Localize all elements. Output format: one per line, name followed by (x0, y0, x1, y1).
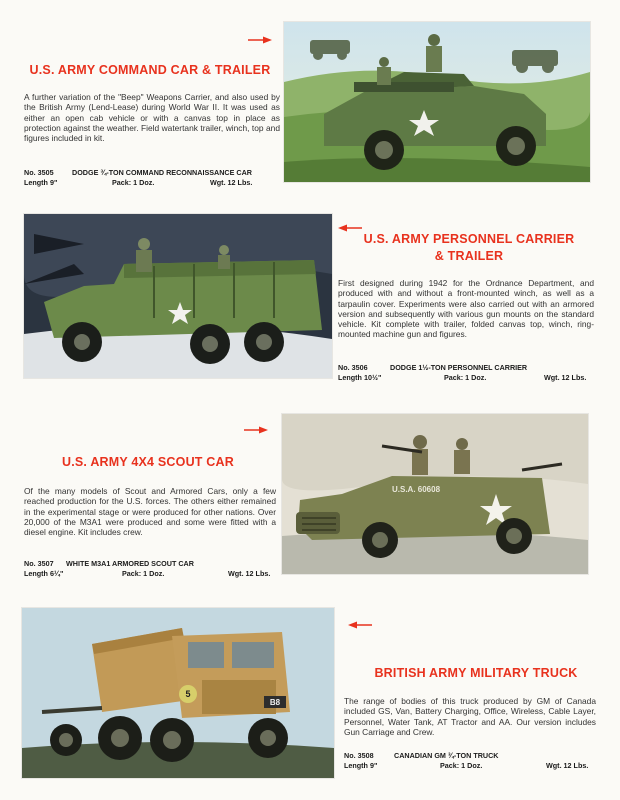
product-weight: Wgt. 12 Lbs. (544, 372, 587, 382)
product-pack: Pack: 1 Doz. (112, 177, 155, 187)
product-name: CANADIAN GM ¾-TON TRUCK (394, 751, 499, 760)
personnel-carrier-illustration (24, 214, 332, 378)
hood-serial-text: U.S.A. 60608 (392, 485, 441, 494)
product-number: No. 3506 (338, 363, 368, 372)
product-name: DODGE ¾-TON COMMAND RECONNAISSANCE CAR (72, 168, 252, 177)
product-spec (24, 168, 284, 187)
product-spec (338, 363, 602, 382)
military-truck-illustration (22, 608, 334, 778)
product-weight: Wgt. 12 Lbs. (546, 760, 589, 770)
product-section-3506 (0, 200, 620, 400)
product-name: DODGE 1½-TON PERSONNEL CARRIER (390, 363, 528, 372)
product-title-line1: U.S. ARMY PERSONNEL CARRIER (363, 232, 575, 246)
product-number: No. 3507 (24, 559, 54, 568)
product-title: U.S. ARMY COMMAND CAR & TRAILER (29, 63, 271, 77)
scout-car-illustration (282, 414, 588, 574)
product-description: Of the many models of Scout and Armored Cars, only a few reached production for the U.S. forces. The others either remained in the experimental stage or were produced for other nations. Over 20,000 of the M3A1 were produced and some were fitted with a diesel engine. Kit includes crew. (24, 486, 276, 538)
product-pack: Pack: 1 Doz. (444, 372, 487, 382)
product-title (340, 231, 598, 265)
product-description: The range of bodies of this truck produced by GM of Canada included GS, Van, Battery Charging, Office, Wireless, Cable Layer, Personnel, Water Tank, AT Tractor and AA. Our version includes Gun Carriage and Crew. (344, 696, 596, 737)
product-length: Length 10½" (338, 372, 382, 382)
product-section-3508 (0, 600, 620, 800)
plate-text: B8 (269, 698, 281, 707)
product-length: Length 9" (344, 760, 378, 770)
red-arrow-icon (244, 426, 268, 434)
product-weight: Wgt. 12 Lbs. (210, 177, 253, 187)
product-spec (344, 751, 608, 770)
unit-disc-text: 5 (185, 689, 191, 699)
product-title: BRITISH ARMY MILITARY TRUCK (374, 666, 578, 680)
red-arrow-icon (248, 36, 272, 44)
product-name: WHITE M3A1 ARMORED SCOUT CAR (66, 559, 194, 568)
product-weight: Wgt. 12 Lbs. (228, 568, 271, 578)
product-number: No. 3505 (24, 168, 54, 177)
product-section-3507 (0, 400, 620, 600)
product-number: No. 3508 (344, 751, 374, 760)
product-pack: Pack: 1 Doz. (440, 760, 483, 770)
command-car-illustration (284, 22, 590, 182)
product-title-line2: & TRAILER (434, 249, 504, 263)
product-description: A further variation of the "Beep" Weapons Carrier, and also used by the British Army (Lend-Lease) during World War II. It was used as either an open cab vehicle or with a canvas top in place as protection against the weather. Field watertank trailer, winch, top and figures included in kit. (24, 92, 280, 144)
red-arrow-icon (348, 621, 372, 629)
product-spec (24, 559, 280, 578)
product-length: Length 6¼" (24, 568, 64, 578)
product-title: U.S. ARMY 4X4 SCOUT CAR (62, 455, 234, 469)
product-length: Length 9" (24, 177, 58, 187)
product-description: First designed during 1942 for the Ordnance Department, and produced with and without a front-mounted winch, as well as a tarpaulin cover. Experiments were also carried out with an armored version and subsequently with various gun mounts on the standard vehicle. Kit complete with trailer, folded canvas top, winch, ring-mounted machine gun and figures. (338, 278, 594, 340)
product-pack: Pack: 1 Doz. (122, 568, 165, 578)
product-section-3505 (0, 0, 620, 200)
